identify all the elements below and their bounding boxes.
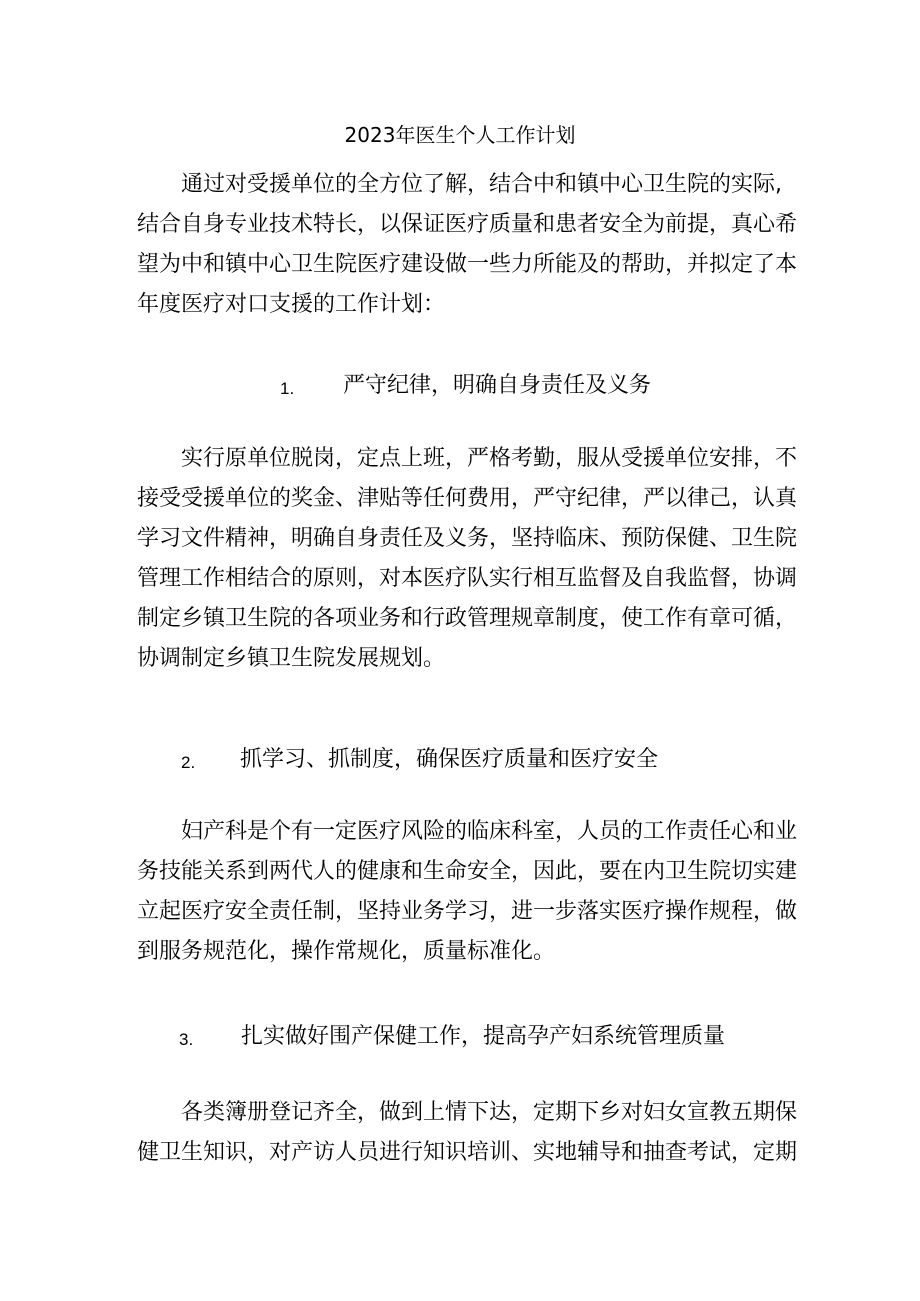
section-body-1	[137, 439, 798, 679]
body-line: 立起医疗安全责任制，坚持业务学习，进一步落实医疗操作规程，做	[137, 899, 798, 924]
intro-line: 通过对受援单位的全方位了解，结合中和镇中心卫生院的实际,	[181, 172, 782, 197]
body-line: 学习文件精神，明确自身责任及义务，坚持临床、预防保健、卫生院	[137, 526, 798, 551]
section-heading-text: 抓学习、抓制度，确保医疗质量和医疗安全	[240, 747, 659, 772]
body-line: 各类簿册登记齐全，做到上情下达，定期下乡对妇女宣教五期保	[181, 1100, 798, 1125]
body-line: 实行原单位脱岗，定点上班，严格考勤，服从受援单位安排，不	[181, 446, 798, 471]
section-heading-text: 严守纪律，明确自身责任及义务	[343, 373, 652, 398]
body-line: 管理工作相结合的原则，对本医疗队实行相互监督及自我监督，协调	[137, 566, 798, 591]
section-number: 1.	[280, 379, 295, 398]
body-line: 接受受援单位的奖金、津贴等任何费用，严守纪律，严以律己，认真	[137, 486, 798, 511]
section-heading-3	[179, 1022, 739, 1052]
section-number: 3.	[179, 1030, 194, 1049]
intro-line: 结合自身专业技术特长，以保证医疗质量和患者安全为前提，真心希	[137, 212, 798, 237]
section-heading-text: 扎实做好围产保健工作，提高孕产妇系统管理质量	[241, 1024, 726, 1049]
body-line: 到服务规范化，操作常规化，质量标准化。	[137, 939, 556, 964]
intro-paragraph	[137, 165, 798, 325]
section-heading-1	[280, 371, 700, 401]
intro-line: 年度医疗对口支援的工作计划：	[137, 292, 446, 317]
body-line: 妇产科是个有一定医疗风险的临床科室，人员的工作责任心和业	[181, 819, 798, 844]
document-title: 2023年医生个人工作计划	[344, 123, 576, 147]
body-line: 务技能关系到两代人的健康和生命安全，因此，要在内卫生院切实建	[137, 859, 798, 884]
section-heading-2	[181, 745, 681, 775]
body-line: 健卫生知识，对产访人员进行知识培训、实地辅导和抽查考试，定期	[137, 1140, 798, 1165]
intro-line: 望为中和镇中心卫生院医疗建设做一些力所能及的帮助，并拟定了本	[137, 252, 798, 277]
body-line: 制定乡镇卫生院的各项业务和行政管理规章制度，使工作有章可循，	[137, 606, 798, 631]
section-body-3	[137, 1093, 798, 1173]
section-body-2	[137, 812, 798, 972]
section-number: 2.	[181, 753, 196, 772]
body-line: 协调制定乡镇卫生院发展规划。	[137, 646, 446, 671]
